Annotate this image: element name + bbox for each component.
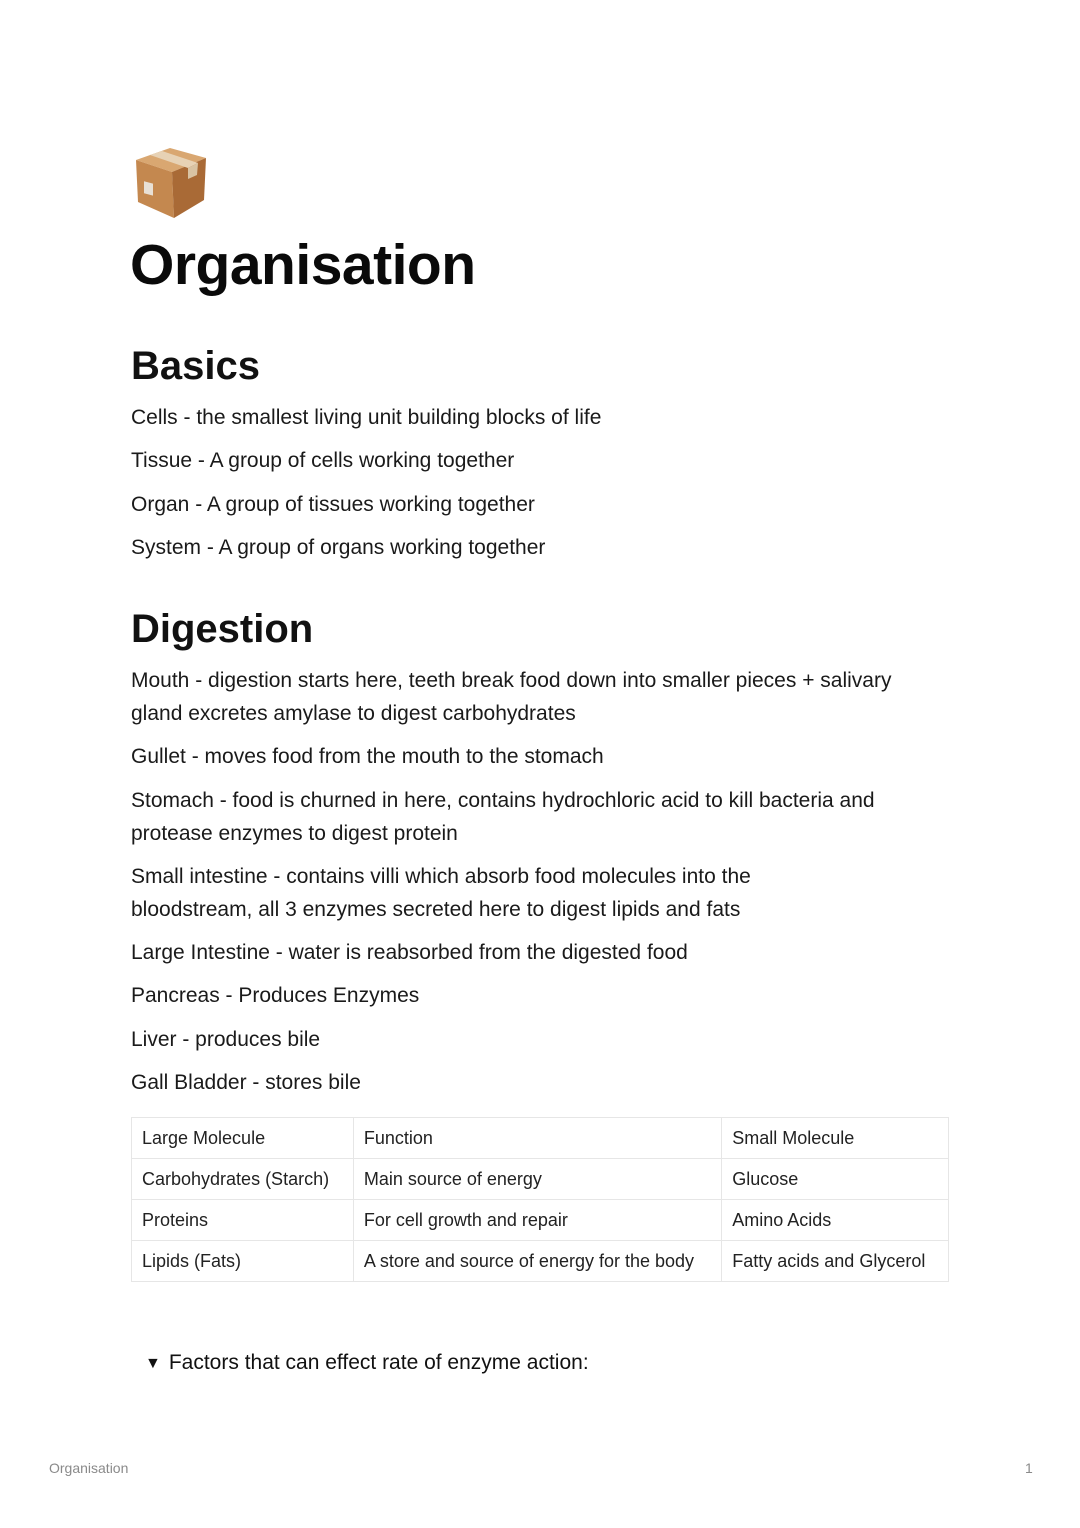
paragraph: Stomach - food is churned in here, contains hydrochloric acid to kill bacteria and protease enzymes to digest protein <box>131 789 875 845</box>
paragraph: Mouth - digestion starts here, teeth break food down into smaller pieces + salivary gland excretes amylase to digest carbohydrates <box>131 669 892 725</box>
footer-doc-name: Organisation <box>49 1460 129 1476</box>
table-cell: Fatty acids and Glycerol <box>722 1241 949 1282</box>
package-icon <box>132 142 208 220</box>
toggle-label: Factors that can effect rate of enzyme action: <box>168 1351 589 1374</box>
molecule-table <box>131 1117 949 1282</box>
table-cell: Lipids (Fats) <box>132 1241 354 1282</box>
page-title: Organisation <box>130 233 476 297</box>
footer-page-number: 1 <box>1025 1460 1033 1476</box>
table-header-cell: Large Molecule <box>132 1118 354 1159</box>
paragraph: Gall Bladder - stores bile <box>131 1071 361 1094</box>
table-cell: Proteins <box>132 1200 354 1241</box>
table-cell: Main source of energy <box>353 1159 721 1200</box>
table-header-row <box>132 1118 949 1159</box>
table-row <box>132 1159 949 1200</box>
table-cell: Carbohydrates (Starch) <box>132 1159 354 1200</box>
table-header-cell: Small Molecule <box>722 1118 949 1159</box>
table-cell: Amino Acids <box>722 1200 949 1241</box>
table-cell: For cell growth and repair <box>353 1200 721 1241</box>
heading-digestion: Digestion <box>131 607 314 651</box>
table-header-cell: Function <box>353 1118 721 1159</box>
page-icon-package <box>132 142 208 220</box>
paragraph: Cells - the smallest living unit building blocks of life <box>131 406 602 429</box>
paragraph: Tissue - A group of cells working together <box>131 449 515 472</box>
paragraph: Large Intestine - water is reabsorbed from the digested food <box>131 941 688 964</box>
triangle-down-icon[interactable]: ▼ <box>145 1355 161 1372</box>
paragraph: Liver - produces bile <box>131 1028 321 1051</box>
toggle-enzyme-factors[interactable] <box>145 1346 589 1380</box>
table-cell: A store and source of energy for the body <box>353 1241 721 1282</box>
paragraph: Small intestine - contains villi which absorb food molecules into the bloodstream, all 3 enzymes secreted here to digest lipids and fats <box>131 865 751 921</box>
table-row <box>132 1200 949 1241</box>
table-row <box>132 1241 949 1282</box>
paragraph: System - A group of organs working together <box>131 536 546 559</box>
heading-basics: Basics <box>131 344 260 388</box>
table-cell: Glucose <box>722 1159 949 1200</box>
paragraph: Gullet - moves food from the mouth to the stomach <box>131 745 604 768</box>
paragraph: Organ - A group of tissues working together <box>131 493 535 516</box>
paragraph: Pancreas - Produces Enzymes <box>131 984 420 1007</box>
